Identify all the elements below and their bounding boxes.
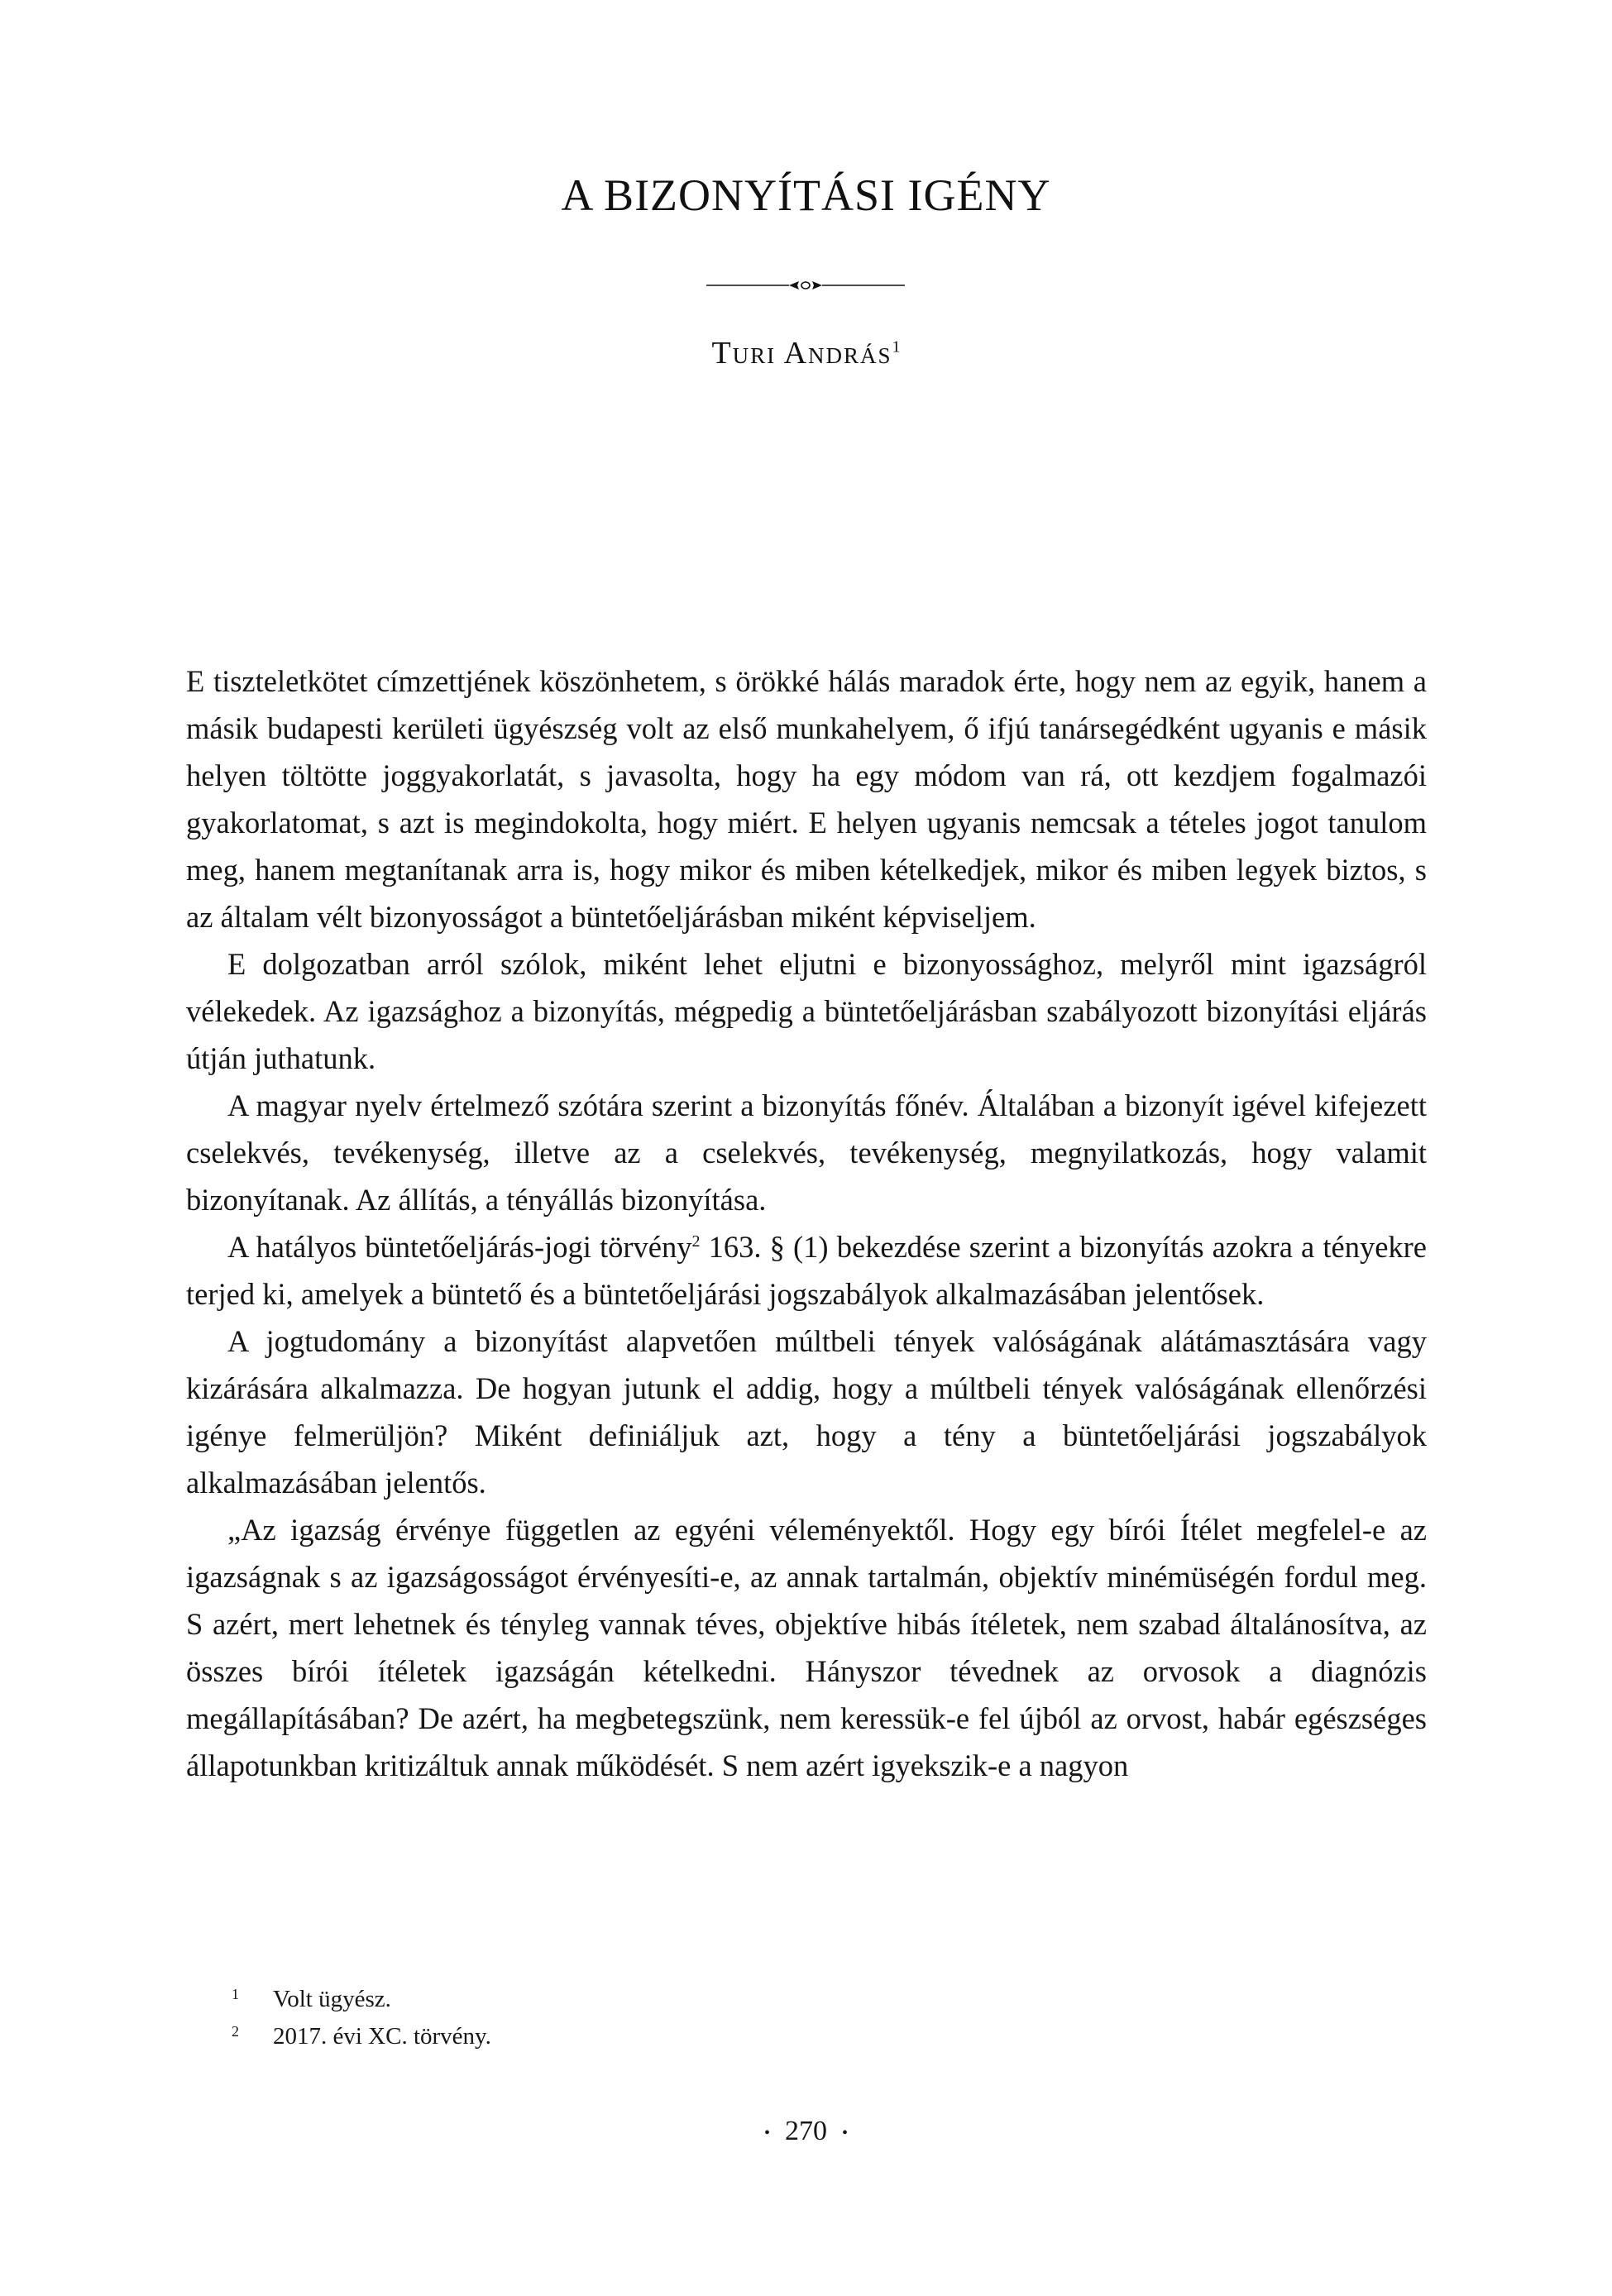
paragraph-3: A magyar nyelv értelmező szótára szerint a bizonyítás főnév. Általában a bizonyít igével kifejezett cselekvés, tevékenység, illetve az a cselekvés, tevékenység, megnyilatkozás, hogy valamit bizonyítanak. Az állítás, a tényállás bizonyítása. xyxy=(186,1088,1427,1217)
footnote-ref-2[interactable]: 2 xyxy=(691,1232,701,1251)
author-name: Turi András$^1$ xyxy=(711,336,901,371)
footnote-2: 2 2017. évi XC. törvény. xyxy=(232,2023,491,2050)
footnote-ref-1[interactable]: 1 xyxy=(892,337,901,356)
chapter-title: A BIZONYÍTÁSI IGÉNY xyxy=(561,170,1051,220)
paragraph-5: A jogtudomány a bizonyítást alapvetően múltbeli tények valóságának alátámasztására vagy kizárására alkalmazza. De hogyan jutunk el addig, hogy a múltbeli tények valóságának ellenőrzési igénye felmerüljön? Miként definiáljuk azt, hogy a tény a büntetőeljárási jogszabályok alkalmazásában jelentős. xyxy=(186,1324,1427,1500)
page-number: • 270 • xyxy=(763,2116,849,2146)
divider-ornament-icon xyxy=(706,280,905,291)
bullet-icon: • xyxy=(763,2123,770,2142)
body-text xyxy=(186,658,1427,1789)
footnote-1: 1 Volt ügyész. xyxy=(232,1986,391,2012)
paragraph-6: „Az igazság érvénye független az egyéni véleményektől. Hogy egy bírói Ítélet megfelel-e az igazságnak s az igazságosságot érvényesíti-e, az annak tartalmán, objektív minémüségén fordul meg. S azért, mert lehetnek és tényleg vannak téves, objektíve hibás ítéletek, nem szabad általánosítva, az összes bírói ítéletek igazságán kételkedni. Hányszor tévednek az orvosok a diagnózis megállapításában? De azért, ha megbetegszünk, nem keressük-e fel újból az orvost, habár egészséges állapotunkban kritizáltuk annak működését. S nem azért igyekszik-e a nagyon xyxy=(186,1513,1427,1782)
footnotes xyxy=(232,1981,1390,2055)
paragraph-1: E tiszteletkötet címzettjének köszönhetem, s örökké hálás maradok érte, hogy nem az egyik, hanem a másik budapesti kerületi ügyészség volt az első munkahelyem, ő ifjú tanársegédként ugyanis e másik helyen töltötte joggyakorlatát, s javasolta, hogy ha egy módom van rá, ott kezdjem fogalmazói gyakorlatomat, s azt is megindokolta, hogy miért. E helyen ugyanis nemcsak a tételes jogot tanulom meg, hanem megtanítanak arra is, hogy mikor és miben kételkedjek, mikor és miben legyek biztos, s az általam vélt bizonyosságot a büntetőeljárásban miként képviseljem. xyxy=(186,664,1427,934)
paragraph-2: E dolgozatban arról szólok, miként lehet eljutni e bizonyossághoz, melyről mint igazságról vélekedek. Az igazsághoz a bizonyítás, mégpedig a büntetőeljárásban szabályozott bizonyítási eljárás útján juthatunk. xyxy=(186,947,1427,1075)
paragraph-4: A hatályos büntetőeljárás-jogi törvény$^2$ 163. § (1) bekezdése szerint a bizonyítás azokra a tényekre terjed ki, amelyek a büntető és a büntetőeljárási jogszabályok alkalmazásában jelentősek. xyxy=(186,1230,1428,1311)
bullet-icon: • xyxy=(842,2123,849,2142)
